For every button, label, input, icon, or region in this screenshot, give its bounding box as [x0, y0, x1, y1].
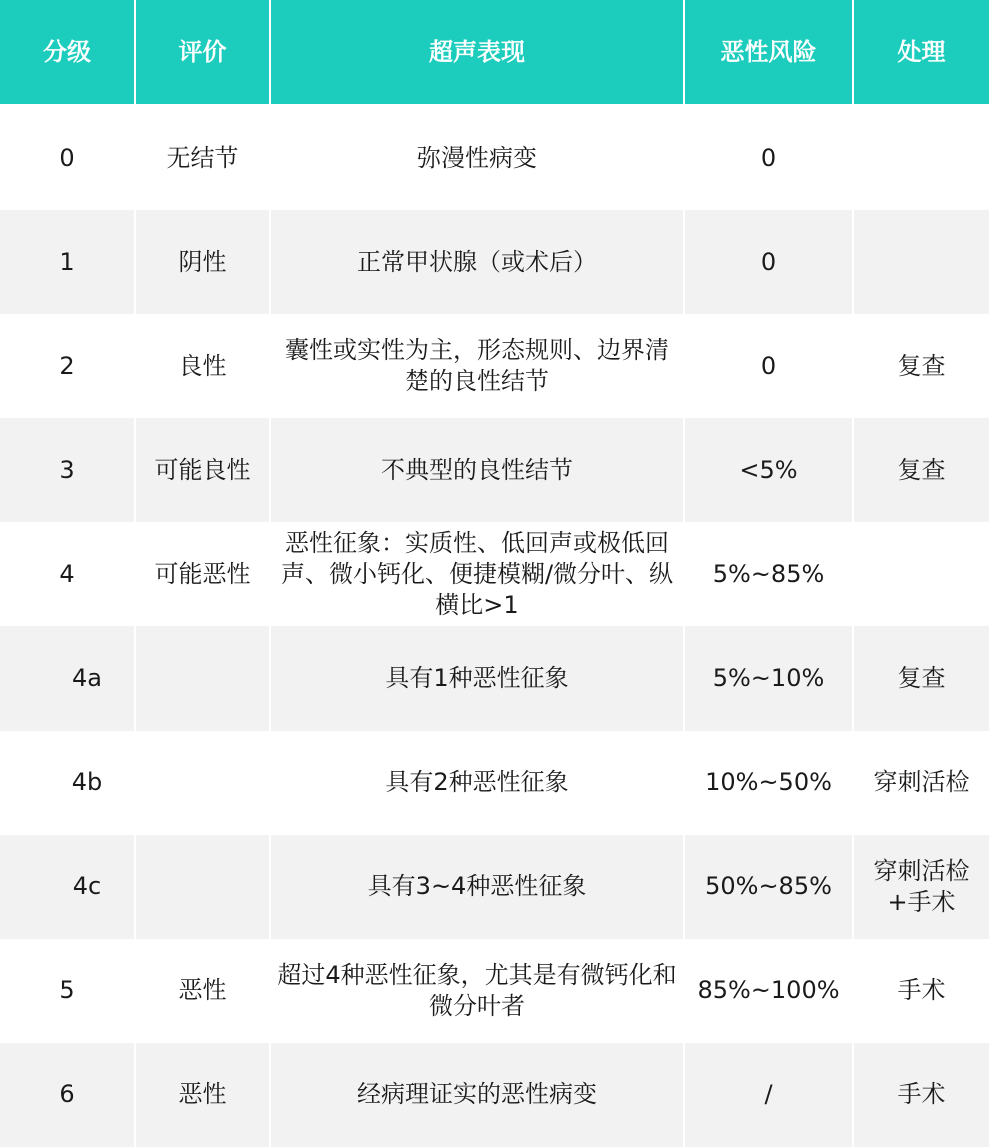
cell-risk: 0 [685, 314, 854, 418]
cell-evaluation [136, 835, 271, 939]
cell-evaluation [136, 731, 271, 835]
header-ultrasound: 超声表现 [271, 0, 685, 106]
cell-ultrasound: 经病理证实的恶性病变 [271, 1043, 685, 1147]
cell-evaluation: 恶性 [136, 1043, 271, 1147]
cell-grade: 0 [0, 106, 136, 210]
cell-management [854, 106, 989, 210]
cell-grade: 5 [0, 939, 136, 1043]
cell-ultrasound: 弥漫性病变 [271, 106, 685, 210]
header-evaluation: 评价 [136, 0, 271, 106]
cell-grade: 4c [0, 835, 136, 939]
cell-management: 复查 [854, 626, 989, 730]
cell-evaluation [136, 626, 271, 730]
cell-management: 复查 [854, 418, 989, 522]
header-risk: 恶性风险 [685, 0, 854, 106]
cell-evaluation: 无结节 [136, 106, 271, 210]
cell-ultrasound: 不典型的良性结节 [271, 418, 685, 522]
cell-grade: 3 [0, 418, 136, 522]
cell-risk: 85%~100% [685, 939, 854, 1043]
cell-management: 穿刺活检+手术 [854, 835, 989, 939]
cell-evaluation: 可能恶性 [136, 522, 271, 626]
cell-management [854, 210, 989, 314]
cell-management: 复查 [854, 314, 989, 418]
cell-risk: / [685, 1043, 854, 1147]
cell-grade: 4a [0, 626, 136, 730]
cell-management [854, 522, 989, 626]
cell-ultrasound: 恶性征象：实质性、低回声或极低回声、微小钙化、便捷模糊/微分叶、纵横比>1 [271, 522, 685, 626]
cell-risk: <5% [685, 418, 854, 522]
cell-ultrasound: 正常甲状腺（或术后） [271, 210, 685, 314]
cell-evaluation: 可能良性 [136, 418, 271, 522]
cell-risk: 50%~85% [685, 835, 854, 939]
cell-risk: 0 [685, 210, 854, 314]
cell-evaluation: 良性 [136, 314, 271, 418]
cell-evaluation: 阴性 [136, 210, 271, 314]
cell-management: 手术 [854, 939, 989, 1043]
cell-ultrasound: 超过4种恶性征象，尤其是有微钙化和微分叶者 [271, 939, 685, 1043]
cell-risk: 0 [685, 106, 854, 210]
header-grade: 分级 [0, 0, 136, 106]
cell-management: 手术 [854, 1043, 989, 1147]
cell-risk: 5%~85% [685, 522, 854, 626]
cell-management: 穿刺活检 [854, 731, 989, 835]
cell-grade: 4b [0, 731, 136, 835]
header-management: 处理 [854, 0, 989, 106]
cell-grade: 2 [0, 314, 136, 418]
cell-risk: 10%~50% [685, 731, 854, 835]
cell-evaluation: 恶性 [136, 939, 271, 1043]
cell-grade: 4 [0, 522, 136, 626]
cell-grade: 6 [0, 1043, 136, 1147]
cell-ultrasound: 具有3~4种恶性征象 [271, 835, 685, 939]
cell-ultrasound: 具有2种恶性征象 [271, 731, 685, 835]
cell-grade: 1 [0, 210, 136, 314]
cell-ultrasound: 具有1种恶性征象 [271, 626, 685, 730]
cell-risk: 5%~10% [685, 626, 854, 730]
cell-ultrasound: 囊性或实性为主，形态规则、边界清楚的良性结节 [271, 314, 685, 418]
